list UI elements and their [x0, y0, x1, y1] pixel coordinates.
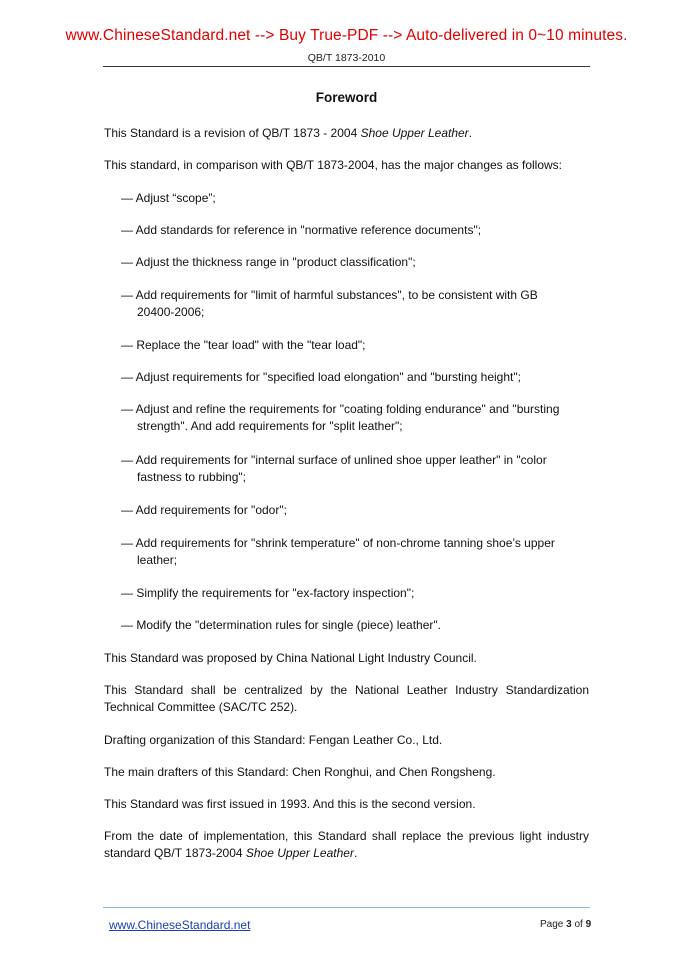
change-item-10: — Add requirements for "shrink temperature" of non-chrome tanning shoe’s upper leather; [121, 536, 555, 567]
proposed-by-paragraph: This Standard was proposed by China National Light Industry Council. [104, 651, 477, 665]
page-title: Foreword [315, 90, 378, 105]
header-divider [103, 66, 590, 67]
changes-intro-paragraph: This standard, in comparison with QB/T 1873-2004, has the major changes as follows: [104, 158, 563, 172]
centralized-by-paragraph: This Standard shall be centralized by the National Leather Industry Standardization Technical Committee (SAC/TC 252). [104, 683, 589, 714]
revision-paragraph: This Standard is a revision of QB/T 1873 - 2004 Shoe Upper Leather. [104, 126, 473, 140]
change-item-7: — Adjust and refine the requirements for "coating folding endurance" and "bursting strength". And add requirements for "split leather"; [121, 402, 560, 433]
change-item-1: — Adjust “scope”; [121, 191, 216, 205]
change-item-5: — Replace the "tear load" with the "tear load"; [121, 338, 366, 352]
replacement-paragraph: From the date of implementation, this Standard shall replace the previous light industry standard QB/T 1873-2004 Shoe Upper Leather. [104, 829, 589, 860]
footer-website-link[interactable]: www.ChineseStandard.net [109, 918, 251, 932]
first-issued-paragraph: This Standard was first issued in 1993. And this is the second version. [104, 797, 476, 811]
replaced-standard-title: Shoe Upper Leather [245, 846, 354, 860]
revised-standard-title: Shoe Upper Leather [360, 126, 469, 140]
promo-banner[interactable]: www.ChineseStandard.net --> Buy True-PDF --> Auto-delivered in 0~10 minutes. [65, 27, 628, 44]
change-item-2: — Add standards for reference in "normative reference documents"; [121, 223, 482, 237]
footer-divider [103, 907, 590, 908]
change-item-12: — Modify the "determination rules for single (piece) leather". [121, 618, 441, 632]
header-standard-code: QB/T 1873-2010 [307, 52, 386, 64]
drafting-organization-paragraph: Drafting organization of this Standard: Fengan Leather Co., Ltd. [104, 733, 443, 747]
change-item-3: — Adjust the thickness range in "product classification"; [121, 255, 416, 269]
change-item-8: — Add requirements for "internal surface of unlined shoe upper leather" in "color fastness to rubbing"; [121, 453, 547, 484]
change-item-9: — Add requirements for "odor"; [121, 503, 287, 517]
change-item-11: — Simplify the requirements for "ex-factory inspection"; [121, 586, 415, 600]
drafters-paragraph: The main drafters of this Standard: Chen Ronghui, and Chen Rongsheng. [104, 765, 496, 779]
change-item-6: — Adjust requirements for "specified load elongation" and "bursting height"; [121, 370, 521, 384]
change-item-4: — Add requirements for "limit of harmful substances", to be consistent with GB 20400-2006; [121, 288, 538, 319]
page-number: Page 3 of 9 [540, 919, 592, 930]
